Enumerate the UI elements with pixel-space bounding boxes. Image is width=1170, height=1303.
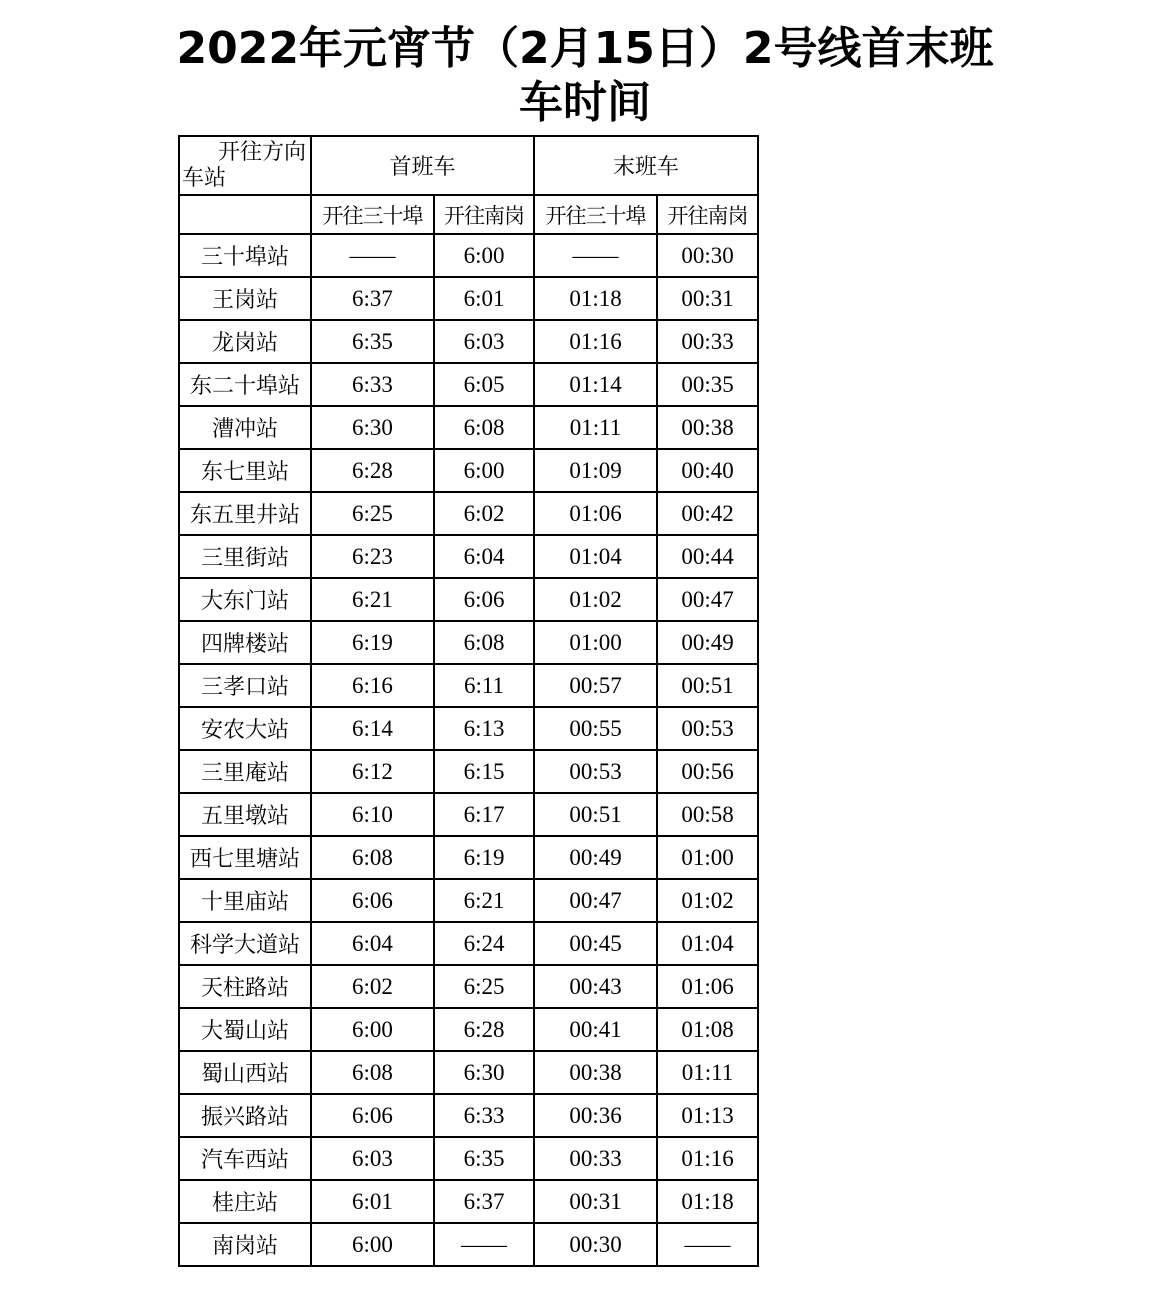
last-to-sanshibu-cell: 01:11 (534, 406, 657, 449)
first-to-sanshibu-cell: 6:04 (311, 922, 434, 965)
first-to-nangang-cell: 6:06 (434, 578, 534, 621)
table-row (179, 492, 758, 535)
table-row (179, 406, 758, 449)
last-to-nangang-cell: 00:56 (657, 750, 758, 793)
header-row-1 (179, 136, 758, 195)
station-name-cell: 五里墩站 (179, 793, 311, 836)
station-name-cell: 三十埠站 (179, 234, 311, 277)
first-to-sanshibu-cell: 6:02 (311, 965, 434, 1008)
last-to-nangang-cell: 00:35 (657, 363, 758, 406)
last-to-sanshibu-cell: 00:53 (534, 750, 657, 793)
last-to-nangang-cell: 01:18 (657, 1180, 758, 1223)
station-name-cell: 四牌楼站 (179, 621, 311, 664)
last-to-nangang-cell: 00:49 (657, 621, 758, 664)
last-to-nangang-cell: 01:06 (657, 965, 758, 1008)
table-row (179, 1008, 758, 1051)
direction-label: 开往方向 (217, 140, 306, 165)
station-label: 车站 (182, 166, 227, 191)
table-row (179, 750, 758, 793)
first-to-sanshibu-cell: 6:10 (311, 793, 434, 836)
table-row (179, 965, 758, 1008)
first-to-sanshibu-cell: 6:14 (311, 707, 434, 750)
station-name-cell: 西七里塘站 (179, 836, 311, 879)
last-to-nangang-cell: —— (657, 1223, 758, 1266)
first-to-sanshibu-cell: 6:33 (311, 363, 434, 406)
station-name-cell: 三孝口站 (179, 664, 311, 707)
first-to-sanshibu-cell: 6:30 (311, 406, 434, 449)
last-to-sanshibu-cell: 01:00 (534, 621, 657, 664)
first-to-nangang-cell: 6:08 (434, 621, 534, 664)
first-to-nangang-cell: 6:24 (434, 922, 534, 965)
last-to-sanshibu-cell: 00:55 (534, 707, 657, 750)
last-to-sanshibu-cell: 01:04 (534, 535, 657, 578)
first-to-sanshibu-cell: 6:23 (311, 535, 434, 578)
table-row (179, 578, 758, 621)
timetable (178, 135, 759, 1267)
last-to-nangang-cell: 01:13 (657, 1094, 758, 1137)
first-to-nangang-cell: 6:04 (434, 535, 534, 578)
first-to-sanshibu-cell: 6:03 (311, 1137, 434, 1180)
first-to-nangang-cell: —— (434, 1223, 534, 1266)
first-to-sanshibu-cell: 6:28 (311, 449, 434, 492)
first-to-nangang-cell: 6:05 (434, 363, 534, 406)
first-to-sanshibu-cell: 6:00 (311, 1223, 434, 1266)
station-name-cell: 三里庵站 (179, 750, 311, 793)
first-to-nangang-cell: 6:25 (434, 965, 534, 1008)
last-to-sanshibu-cell: 00:30 (534, 1223, 657, 1266)
first-to-sanshibu-cell: 6:08 (311, 1051, 434, 1094)
last-to-nangang-cell: 00:42 (657, 492, 758, 535)
first-to-nangang-cell: 6:33 (434, 1094, 534, 1137)
first-to-nangang-cell: 6:19 (434, 836, 534, 879)
first-to-sanshibu-cell: 6:12 (311, 750, 434, 793)
first-to-sanshibu-cell: —— (311, 234, 434, 277)
first-train-header: 首班车 (311, 136, 534, 195)
empty-header-cell (179, 195, 311, 234)
last-to-sanshibu-cell: 00:57 (534, 664, 657, 707)
station-name-cell: 东五里井站 (179, 492, 311, 535)
first-to-sanshibu-header: 开往三十埠 (311, 195, 434, 234)
station-name-cell: 桂庄站 (179, 1180, 311, 1223)
first-to-nangang-header: 开往南岗 (434, 195, 534, 234)
last-to-nangang-header: 开往南岗 (657, 195, 758, 234)
last-to-sanshibu-cell: 00:43 (534, 965, 657, 1008)
table-row (179, 1051, 758, 1094)
last-to-nangang-cell: 00:47 (657, 578, 758, 621)
first-to-nangang-cell: 6:03 (434, 320, 534, 363)
table-row (179, 621, 758, 664)
first-to-sanshibu-cell: 6:01 (311, 1180, 434, 1223)
station-name-cell: 龙岗站 (179, 320, 311, 363)
last-to-sanshibu-cell: 00:38 (534, 1051, 657, 1094)
first-to-nangang-cell: 6:37 (434, 1180, 534, 1223)
last-train-header: 末班车 (534, 136, 758, 195)
corner-header-cell (179, 136, 311, 195)
first-to-sanshibu-cell: 6:19 (311, 621, 434, 664)
last-to-sanshibu-cell: 00:49 (534, 836, 657, 879)
station-name-cell: 汽车西站 (179, 1137, 311, 1180)
table-row (179, 234, 758, 277)
table-row (179, 836, 758, 879)
table-row (179, 1223, 758, 1266)
table-row (179, 1180, 758, 1223)
station-name-cell: 漕冲站 (179, 406, 311, 449)
last-to-sanshibu-cell: 01:09 (534, 449, 657, 492)
last-to-nangang-cell: 01:02 (657, 879, 758, 922)
title-line-2: 车时间 (519, 77, 651, 128)
last-to-nangang-cell: 00:31 (657, 277, 758, 320)
page-title (0, 22, 1170, 130)
table-row (179, 535, 758, 578)
station-name-cell: 安农大站 (179, 707, 311, 750)
first-to-sanshibu-cell: 6:35 (311, 320, 434, 363)
last-to-nangang-cell: 00:58 (657, 793, 758, 836)
first-to-nangang-cell: 6:21 (434, 879, 534, 922)
station-name-cell: 东二十埠站 (179, 363, 311, 406)
table-row (179, 922, 758, 965)
last-to-sanshibu-cell: 01:16 (534, 320, 657, 363)
last-to-sanshibu-cell: 00:47 (534, 879, 657, 922)
station-name-cell: 科学大道站 (179, 922, 311, 965)
first-to-sanshibu-cell: 6:06 (311, 879, 434, 922)
station-name-cell: 十里庙站 (179, 879, 311, 922)
table-row (179, 1094, 758, 1137)
table-row (179, 879, 758, 922)
station-name-cell: 东七里站 (179, 449, 311, 492)
station-name-cell: 大蜀山站 (179, 1008, 311, 1051)
first-to-nangang-cell: 6:00 (434, 234, 534, 277)
last-to-sanshibu-cell: 00:41 (534, 1008, 657, 1051)
title-line-1: 2022年元宵节（2月15日）2号线首末班 (176, 23, 994, 74)
station-name-cell: 天柱路站 (179, 965, 311, 1008)
last-to-nangang-cell: 01:11 (657, 1051, 758, 1094)
last-to-sanshibu-cell: —— (534, 234, 657, 277)
last-to-sanshibu-cell: 00:51 (534, 793, 657, 836)
last-to-sanshibu-cell: 01:06 (534, 492, 657, 535)
table-row (179, 1137, 758, 1180)
last-to-sanshibu-cell: 01:14 (534, 363, 657, 406)
table-row (179, 707, 758, 750)
station-name-cell: 大东门站 (179, 578, 311, 621)
first-to-sanshibu-cell: 6:25 (311, 492, 434, 535)
first-to-sanshibu-cell: 6:08 (311, 836, 434, 879)
last-to-nangang-cell: 01:16 (657, 1137, 758, 1180)
first-to-nangang-cell: 6:11 (434, 664, 534, 707)
table-row (179, 449, 758, 492)
last-to-sanshibu-cell: 01:02 (534, 578, 657, 621)
station-name-cell: 南岗站 (179, 1223, 311, 1266)
last-to-nangang-cell: 00:38 (657, 406, 758, 449)
first-to-sanshibu-cell: 6:16 (311, 664, 434, 707)
first-to-nangang-cell: 6:08 (434, 406, 534, 449)
table-row (179, 664, 758, 707)
first-to-nangang-cell: 6:01 (434, 277, 534, 320)
last-to-nangang-cell: 00:53 (657, 707, 758, 750)
last-to-nangang-cell: 01:00 (657, 836, 758, 879)
first-to-nangang-cell: 6:13 (434, 707, 534, 750)
first-to-sanshibu-cell: 6:37 (311, 277, 434, 320)
first-to-nangang-cell: 6:15 (434, 750, 534, 793)
last-to-sanshibu-cell: 00:45 (534, 922, 657, 965)
last-to-sanshibu-cell: 00:31 (534, 1180, 657, 1223)
first-to-nangang-cell: 6:35 (434, 1137, 534, 1180)
first-to-nangang-cell: 6:17 (434, 793, 534, 836)
first-to-nangang-cell: 6:02 (434, 492, 534, 535)
first-to-sanshibu-cell: 6:21 (311, 578, 434, 621)
last-to-nangang-cell: 00:30 (657, 234, 758, 277)
station-name-cell: 三里街站 (179, 535, 311, 578)
last-to-sanshibu-cell: 00:33 (534, 1137, 657, 1180)
header-row-2 (179, 195, 758, 234)
last-to-nangang-cell: 01:04 (657, 922, 758, 965)
last-to-sanshibu-cell: 01:18 (534, 277, 657, 320)
table-row (179, 277, 758, 320)
first-to-nangang-cell: 6:28 (434, 1008, 534, 1051)
last-to-nangang-cell: 00:44 (657, 535, 758, 578)
last-to-nangang-cell: 00:51 (657, 664, 758, 707)
first-to-nangang-cell: 6:30 (434, 1051, 534, 1094)
station-name-cell: 王岗站 (179, 277, 311, 320)
last-to-sanshibu-cell: 00:36 (534, 1094, 657, 1137)
table-row (179, 793, 758, 836)
table-row (179, 363, 758, 406)
last-to-nangang-cell: 01:08 (657, 1008, 758, 1051)
table-row (179, 320, 758, 363)
first-to-sanshibu-cell: 6:06 (311, 1094, 434, 1137)
first-to-sanshibu-cell: 6:00 (311, 1008, 434, 1051)
first-to-nangang-cell: 6:00 (434, 449, 534, 492)
station-name-cell: 振兴路站 (179, 1094, 311, 1137)
last-to-nangang-cell: 00:33 (657, 320, 758, 363)
station-name-cell: 蜀山西站 (179, 1051, 311, 1094)
last-to-sanshibu-header: 开往三十埠 (534, 195, 657, 234)
last-to-nangang-cell: 00:40 (657, 449, 758, 492)
